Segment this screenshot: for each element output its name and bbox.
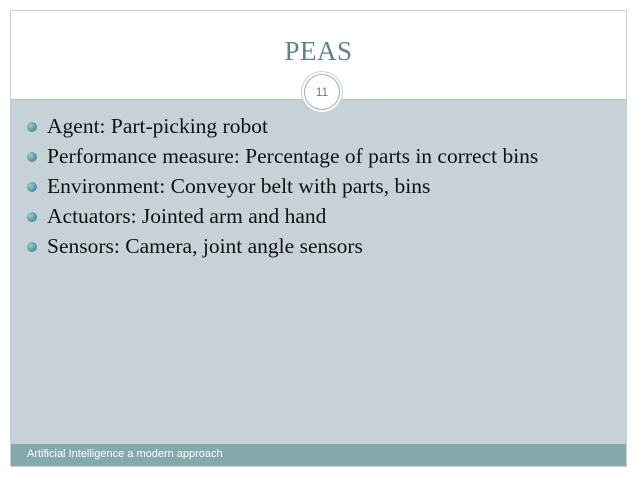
bullet-item-environment <box>25 173 617 199</box>
bullet-item-actuators <box>25 203 617 229</box>
footer-bar <box>11 444 626 466</box>
slide-title: PEAS <box>284 36 353 66</box>
bullet-text: Actuators: Jointed arm and hand <box>47 204 327 228</box>
bullet-dot-icon <box>27 242 37 252</box>
bullet-item-sensors <box>25 233 617 259</box>
bullet-dot-icon <box>27 122 37 132</box>
footer-text: Artificial Intelligence a modern approach <box>27 448 223 460</box>
bullet-item-performance <box>25 143 617 169</box>
bullet-dot-icon <box>27 152 37 162</box>
bullet-text: Sensors: Camera, joint angle sensors <box>47 234 363 258</box>
bullet-text: Environment: Conveyor belt with parts, bins <box>47 174 431 198</box>
bullet-dot-icon <box>27 212 37 222</box>
bullet-text: Performance measure: Percentage of parts in correct bins <box>47 144 539 168</box>
slide-number-badge: 11 <box>304 74 340 110</box>
bullet-list <box>25 113 617 263</box>
bullet-text: Agent: Part-picking robot <box>47 114 268 138</box>
slide <box>10 10 627 467</box>
bullet-item-agent <box>25 113 617 139</box>
bullet-dot-icon <box>27 182 37 192</box>
